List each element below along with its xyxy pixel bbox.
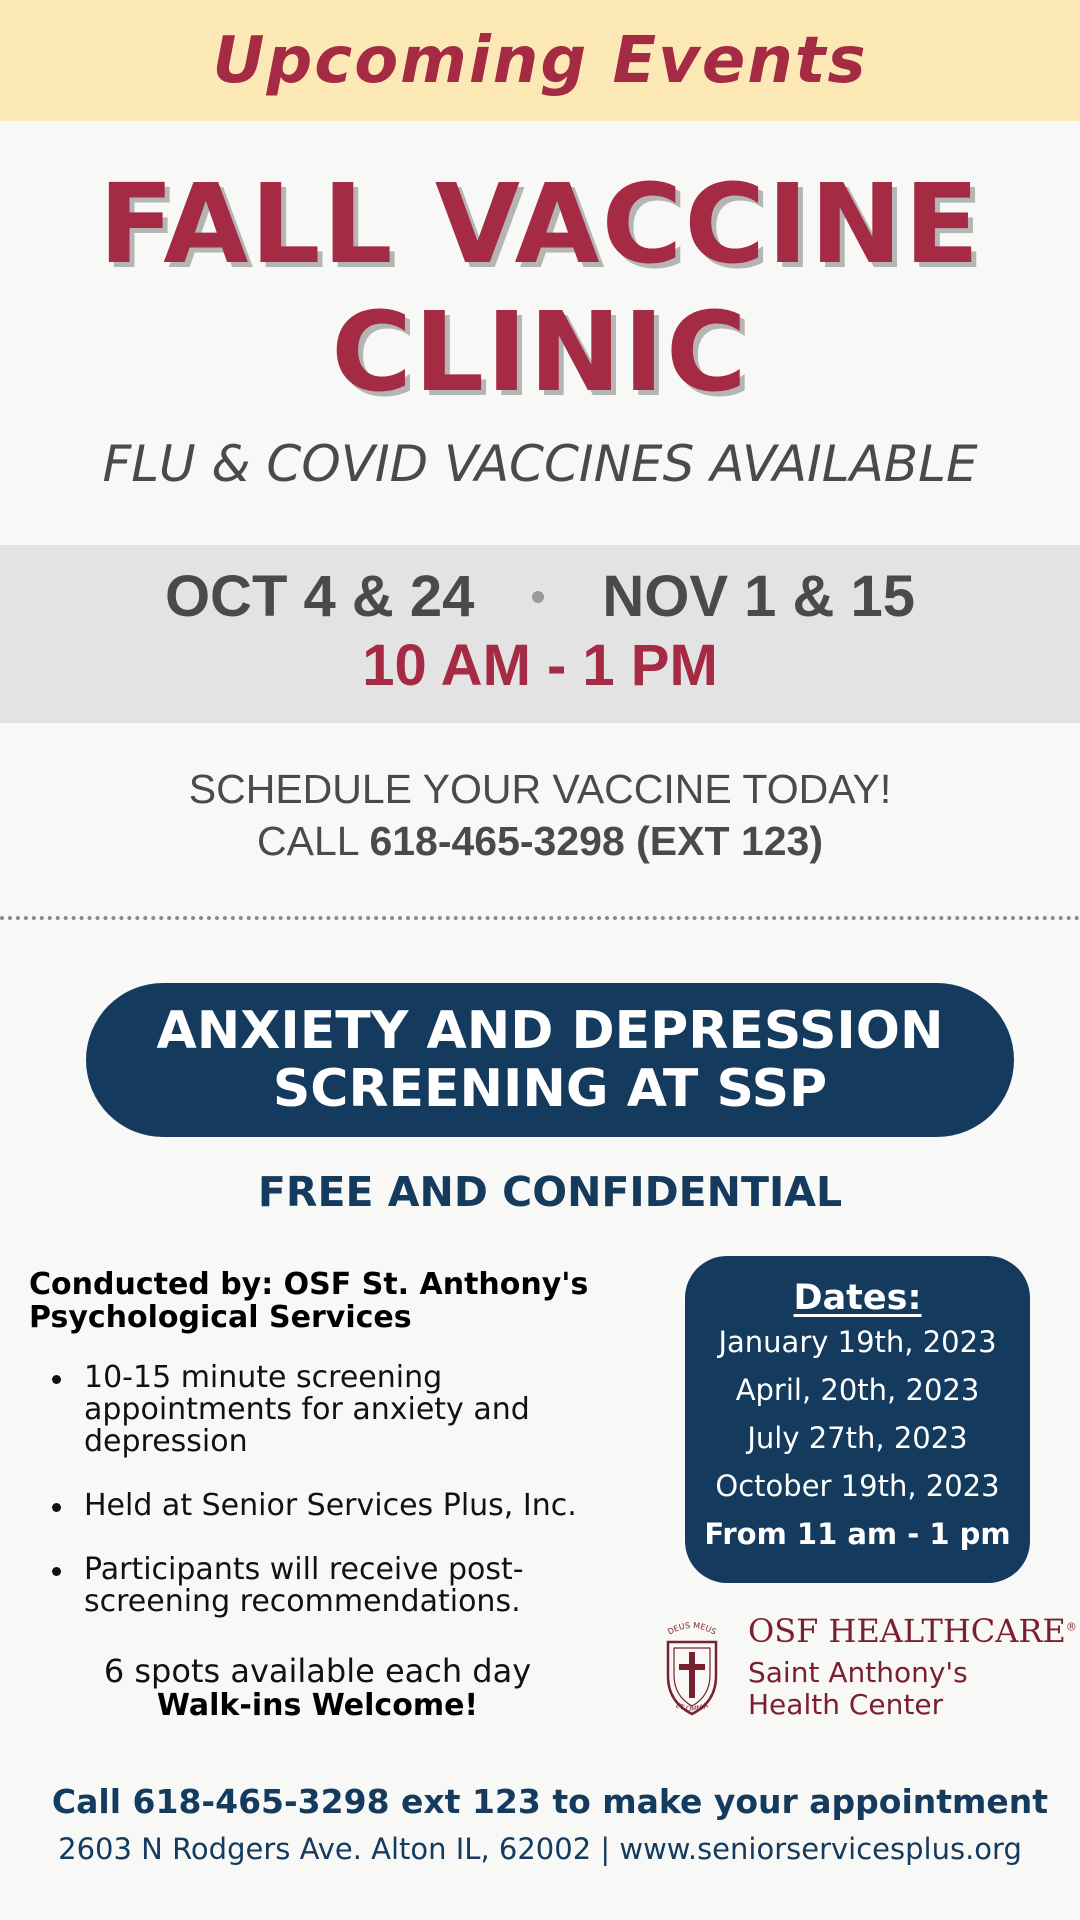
dates-oct: OCT 4 & 24 <box>164 564 475 629</box>
dates-nov: NOV 1 & 15 <box>602 564 916 629</box>
walkins-welcome: Walk-ins Welcome! <box>156 1688 479 1723</box>
svg-text:ET OMNIA <box>674 1701 709 1713</box>
schedule-call <box>0 818 1080 865</box>
vaccine-time: 10 AM - 1 PM <box>362 633 718 698</box>
spots-available: 6 spots available each day <box>103 1652 532 1690</box>
dates-heading: Dates: <box>793 1278 922 1318</box>
vaccine-title-line1: FALL VACCINE <box>98 160 982 288</box>
crest-top-text: DEUS MEUS <box>666 1620 718 1637</box>
date-item: January 19th, 2023 <box>718 1325 997 1359</box>
date-item: April, 20th, 2023 <box>735 1373 980 1407</box>
bullet-text: 10-15 minute screening appointments for anxiety and depression <box>84 1360 530 1459</box>
screening-title-pill <box>86 983 1014 1137</box>
svg-text:DEUS MEUS <box>666 1621 718 1637</box>
logo-line1: Saint Anthony's <box>748 1656 968 1689</box>
screening-title-line2: SCREENING AT SSP <box>272 1059 828 1119</box>
footer-call: Call 618-465-3298 ext 123 to make your appointment <box>51 1782 1049 1821</box>
date-item: October 19th, 2023 <box>715 1469 1000 1503</box>
bullet-text: Held at Senior Services Plus, Inc. <box>84 1488 577 1523</box>
conducted-line2: Psychological Services <box>29 1300 412 1335</box>
banner-title: Upcoming Events <box>212 23 868 98</box>
list-item <box>52 1554 612 1618</box>
logo-brand <box>748 1612 1077 1650</box>
call-prefix: CALL <box>256 818 359 864</box>
screening-tagline: FREE AND CONFIDENTIAL <box>257 1168 843 1216</box>
osf-crest-icon <box>648 1612 736 1722</box>
vaccine-dates <box>0 563 1080 630</box>
dates-hours: From 11 am - 1 pm <box>704 1517 1011 1551</box>
conducted-by <box>29 1268 629 1334</box>
bullet-icon <box>52 1375 61 1384</box>
crest-bottom-text: ET OMNIA <box>674 1701 710 1714</box>
logo-subtitle <box>748 1657 1068 1721</box>
footer-address: 2603 N Rodgers Ave. Alton IL, 62002 | www.seniorservicesplus.org <box>58 1832 1022 1866</box>
dotted-divider <box>0 916 1080 920</box>
call-number: 618-465-3298 (EXT 123) <box>369 818 823 864</box>
screening-title-line1: ANXIETY AND DEPRESSION <box>156 1001 944 1061</box>
logo-line2: Health Center <box>748 1688 944 1721</box>
bullet-icon <box>52 1567 61 1576</box>
conducted-line1: Conducted by: OSF St. Anthony's <box>29 1267 589 1302</box>
logo-reg: ® <box>1065 1620 1077 1634</box>
list-item <box>52 1362 612 1458</box>
vaccine-clinic-title <box>0 160 1080 416</box>
vaccine-title-line2: CLINIC <box>331 288 749 416</box>
dates-box <box>685 1256 1030 1583</box>
date-item: July 27th, 2023 <box>747 1421 968 1455</box>
bullet-separator-icon <box>532 591 544 603</box>
screening-bullets <box>52 1362 612 1650</box>
vaccine-subtitle: FLU & COVID VACCINES AVAILABLE <box>102 435 978 493</box>
top-banner <box>0 0 1080 121</box>
logo-brand-text: OSF HEALTHCARE <box>748 1612 1066 1650</box>
bullet-icon <box>52 1503 61 1512</box>
bullet-text: Participants will receive post-screening recommendations. <box>84 1552 524 1619</box>
schedule-text: SCHEDULE YOUR VACCINE TODAY! <box>188 766 892 812</box>
list-item <box>52 1490 612 1522</box>
